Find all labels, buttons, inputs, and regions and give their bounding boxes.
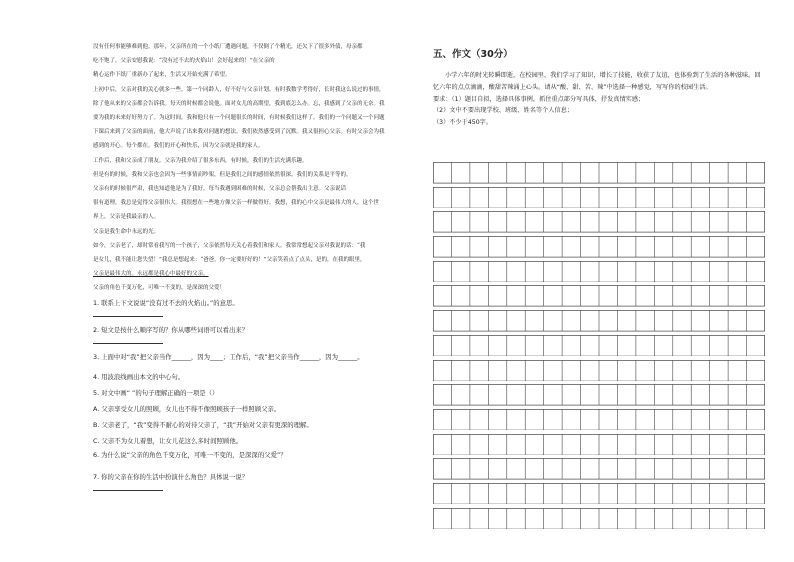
passage-line: 是女儿，我不能让您失望！”我总是想起来：“爸爸，你一定要好好的！”父亲笑着点了点头，是的，在我的眼里，	[93, 257, 366, 264]
question-4: 4. 用波浪线画出本文的中心句。	[93, 372, 185, 381]
passage-line: 没有任何事能够难到他。那年，父亲所在的一个小纸厂遭遇问题，不仅倒了个精光，还欠下了很多外债，母亲都	[93, 44, 363, 50]
question-6: 6. 为什么说“父亲的角色千变万化，可唯一不变的，是深深的父爱”？	[93, 450, 287, 459]
grid-row[interactable]	[433, 236, 765, 258]
grid-row[interactable]	[433, 285, 765, 307]
passage-line: 下课后来到了父亲的面前，他大声说了出来我对问题的想法。我们依然感受到了沉默。我又很担心父亲。有时父亲会为我	[93, 129, 385, 136]
questions	[93, 298, 415, 491]
question-2: 2. 短文是按什么顺序写的？你从哪些词语可以看出来？	[93, 325, 249, 334]
grid-row[interactable]	[433, 483, 765, 505]
grid-row[interactable]	[433, 384, 765, 406]
question-3: 3. 上面中对“我”把父亲当作______，因为____；工作后，“我”把父亲当作______，因为______。	[93, 352, 364, 361]
option-c[interactable]: C. 父亲不为女儿着想，让女儿花这么多时间照顾他。	[93, 436, 243, 445]
composition-requirement-1: 要求：（1）题目自拟，选择具体事例，抓住重点部分写具体，抒发真情实感；	[433, 95, 645, 103]
grid-row[interactable]	[433, 434, 765, 456]
composition-requirement-3: （3）不少于450字。	[433, 119, 493, 127]
passage-line: 父亲有的时候很严肃，我也知道他是为了我好。每当我遇到困难的时候，父亲总会帮我出主意。父亲说话	[93, 186, 347, 193]
question-7: 7. 你的父亲在你的生活中扮演什么角色？具体说一说？	[93, 472, 249, 481]
grid-row[interactable]	[433, 211, 765, 233]
section-title: 五、作文（30分）	[433, 49, 513, 60]
grid-row[interactable]	[433, 458, 765, 480]
passage-line: 但是有的时候，我和父亲也会因为一些事情而吵架，但是我们之间的感情依然很深。我们的关系是平等的。	[93, 171, 352, 178]
composition-section	[433, 46, 765, 129]
grid-row[interactable]	[433, 162, 765, 184]
composition-requirement-2: （2）文中不要出现学校、班级、姓名等个人信息；	[433, 107, 574, 115]
answer-line[interactable]	[93, 316, 163, 317]
passage-line: 感到的开心。每个都在。我们的开心和快乐，因为父亲就是我的家人。	[93, 143, 264, 150]
underlined-sentence: 父亲是最伟大的。永远都是我心中最好的父亲。	[93, 271, 209, 278]
passage-line: 如今，父亲老了，却时常看我写的一个孩子，父亲依然每天关心着我们和家人。我常常想起父亲对我说的话：“我	[93, 242, 366, 249]
reading-section	[93, 40, 415, 499]
question-1: 1. 联系上下文说说“没有过不去的火焰山。”的意思。	[93, 298, 239, 307]
grid-row[interactable]	[433, 310, 765, 332]
composition-intro: 小学六年的时光转瞬即逝，在校园里，我们学习了知识，增长了技能，收获了友谊，也体验到了生活的各种滋味。回忆六年的点点滴滴，酸甜苦辣涌上心头。请从“酸、甜、苦、辣”中选择一种感觉，写写你的校园生活。	[433, 72, 761, 91]
grid-row[interactable]	[433, 508, 765, 530]
grid-row[interactable]	[433, 409, 765, 431]
passage-line: 要为我的未来好好努力了。为这时间，我和他只有一个问题很长的时间，有时候我们这样了。我们的一个问题又一个问题	[93, 115, 385, 122]
answer-line[interactable]	[93, 343, 163, 344]
writing-grid[interactable]	[433, 162, 765, 532]
passage-line: 界上，父亲是我最亲的人。	[93, 214, 160, 221]
passage-line: 吃不饱了。父亲安慰我说：“没有过不去的火焰山！会好起来的！”在父亲的	[93, 58, 275, 65]
grid-row[interactable]	[433, 360, 765, 382]
passage-line: 除了他从来的父亲都会告诉我。每天的时候都会说他。面对女儿的高期望，我到底怎么办。忘，我感到了父亲的无奈。我	[93, 100, 385, 107]
option-a[interactable]: A. 父亲享受女儿的照顾，女儿也不得不像照顾孩子一样照顾父亲。	[93, 404, 281, 413]
grid-row[interactable]	[433, 335, 765, 357]
answer-line[interactable]	[93, 490, 163, 491]
passage-line: 精心运作下纸厂重新办了起来，生活又开始充满了希望。	[93, 72, 231, 79]
passage-line: 上初中后，父亲对我的关心就多一些。第一个同龄人，好不好与父亲计划。有时我数学考得好，长时我这么说过的事情，	[93, 86, 385, 93]
grid-row[interactable]	[433, 187, 765, 209]
question-5: 5. 对文中画“ ”的句子理解正确的一项是（）	[93, 388, 219, 397]
option-b[interactable]: B. 父亲老了，“我”变得不耐心的对待父亲了，“我”开始对父亲有更深的理解。	[93, 420, 313, 429]
passage-line: 很有道理，我总是觉得父亲很伟大。我很想在一些地方像父亲一样做得好。我想，我的心中父亲是最伟大的人，这个世	[93, 200, 380, 207]
grid-row[interactable]	[433, 261, 765, 283]
reading-passage	[93, 40, 415, 296]
passage-line: 工作后，我和父亲成了朋友。父亲为我介绍了很多东西，有时候，我们的生活充满乐趣。	[93, 157, 308, 164]
closing-sentence: 父亲的角色千变万化，可唯一不变的，是深深的父爱！	[93, 285, 226, 292]
passage-line: 父亲是我生命中永远的光。	[93, 228, 160, 235]
